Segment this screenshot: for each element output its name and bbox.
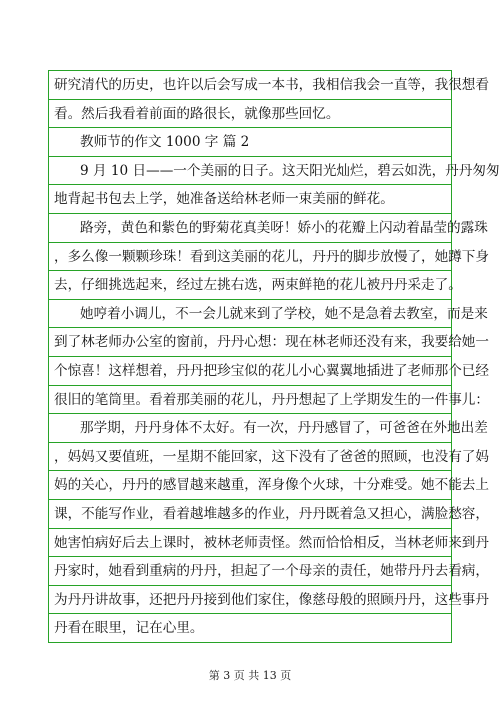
text-line: 为丹丹讲故事，还把丹丹接到他们家住，像慈母般的照顾丹丹，这些事丹	[49, 586, 451, 615]
text-line: 去，仔细挑选起来，经过左挑右选，两束鲜艳的花儿被丹丹采走了。	[49, 271, 451, 300]
text-line: 课，不能写作业，看着越堆越多的作业，丹丹既着急又担心，满脸愁容，	[49, 500, 451, 529]
text-line: 路旁，黄色和紫色的野菊花真美呀！娇小的花瓣上闪动着晶莹的露珠	[49, 214, 451, 243]
text-line: 她害怕病好后去上课时，被林老师责怪。然而恰恰相反，当林老师来到丹	[49, 529, 451, 558]
text-line: 个惊喜！这样想着，丹丹把珍宝似的花儿小心翼翼地插进了老师那个已经	[49, 357, 451, 386]
text-line: 很旧的笔筒里。看着那美丽的花儿，丹丹想起了上学期发生的一件事儿：	[49, 386, 451, 415]
text-line: 教师节的作文 1000 字 篇 2	[49, 128, 451, 157]
text-line: 看。然后我看着前面的路很长，就像那些回忆。	[49, 100, 451, 129]
text-line: 研究清代的历史，也许以后会写成一本书，我相信我会一直等，我很想看	[49, 71, 451, 100]
text-line: 丹家时，她看到重病的丹丹，担起了一个母亲的责任，她带丹丹去看病，	[49, 557, 451, 586]
text-line: 丹看在眼里，记在心里。	[49, 614, 451, 643]
page-number-footer: 第 3 页 共 13 页	[208, 669, 292, 682]
text-line: 到了林老师办公室的窗前，丹丹心想：现在林老师还没有来，我要给她一	[49, 328, 451, 357]
lined-text-frame	[48, 70, 500, 643]
text-line: 地背起书包去上学，她准备送给林老师一束美丽的鲜花。	[49, 185, 451, 214]
text-line: 9 月 10 日——一个美丽的日子。这天阳光灿烂，碧云如洗，丹丹匆匆	[49, 157, 451, 186]
text-line: 她哼着小调儿，不一会儿就来到了学校，她不是急着去教室，而是来	[49, 300, 451, 329]
text-line: ，多么像一颗颗珍珠！看到这美丽的花儿，丹丹的脚步放慢了，她蹲下身	[49, 243, 451, 272]
text-line: ，妈妈又要值班，一星期不能回家，这下没有了爸爸的照顾，也没有了妈	[49, 443, 451, 472]
text-line: 妈的关心，丹丹的感冒越来越重，浑身像个火球，十分难受。她不能去上	[49, 471, 451, 500]
text-line: 那学期，丹丹身体不太好。有一次，丹丹感冒了，可爸爸在外地出差	[49, 414, 451, 443]
